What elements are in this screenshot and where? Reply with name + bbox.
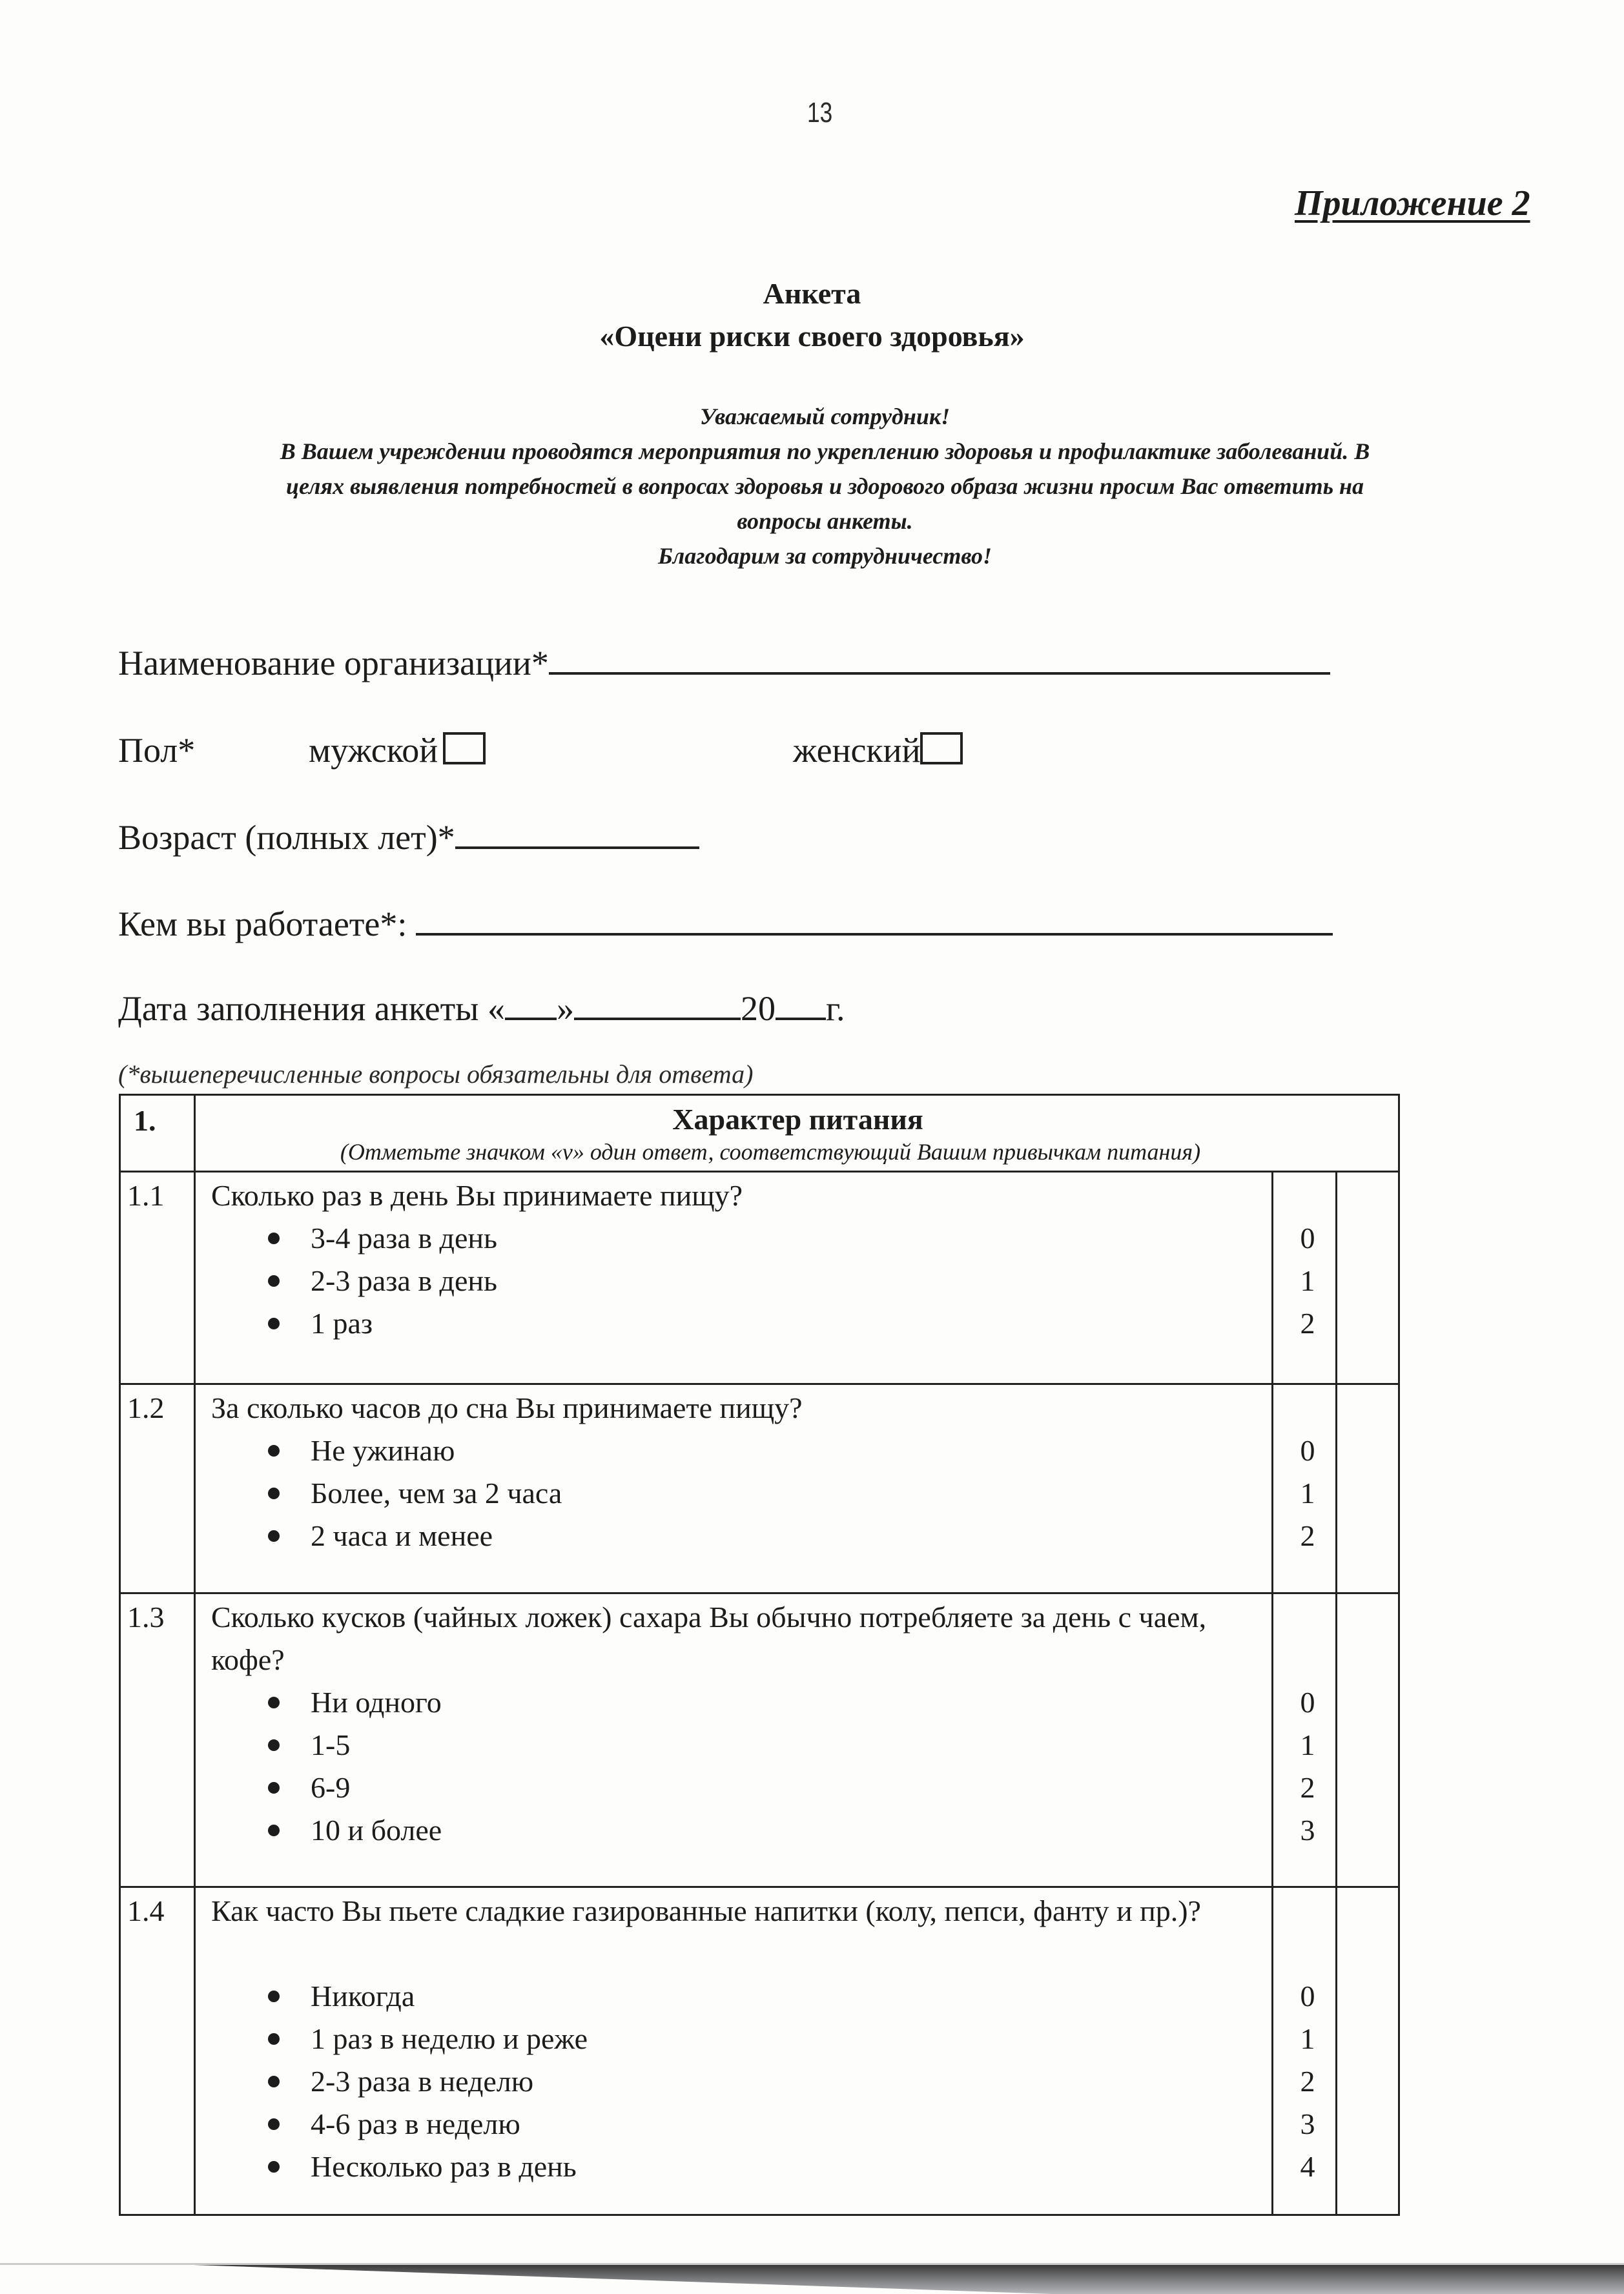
bullet-icon <box>268 1530 280 1542</box>
date-suffix: г. <box>825 989 845 1028</box>
option-scores <box>1288 1975 1327 2188</box>
answer-options <box>268 1975 588 2188</box>
section-number: 1. <box>134 1104 156 1137</box>
score-value: 3 <box>1300 2107 1315 2140</box>
score-value: 1 <box>1300 2022 1315 2055</box>
row-divider <box>121 1592 1398 1594</box>
answer-option[interactable]: 2-3 раза в день <box>268 1260 497 1302</box>
answer-option[interactable]: 2-3 раза в неделю <box>268 2060 588 2103</box>
date-field <box>118 988 845 1029</box>
bullet-icon <box>268 1318 280 1329</box>
date-label: Дата заполнения анкеты « <box>118 989 505 1028</box>
answer-option[interactable]: 3-4 раза в день <box>268 1217 497 1260</box>
answer-mark-cell[interactable] <box>1337 1594 1400 1886</box>
row-divider <box>121 1171 1398 1173</box>
answer-options <box>268 1681 442 1852</box>
answer-option[interactable]: Несколько раз в день <box>268 2146 588 2188</box>
section-title: Характер питания <box>672 1103 923 1136</box>
bullet-icon <box>268 1825 280 1836</box>
option-scores <box>1288 1429 1327 1557</box>
question-text: Сколько раз в день Вы принимаете пищу? <box>211 1179 743 1212</box>
answer-options <box>268 1217 497 1345</box>
option-scores <box>1288 1681 1327 1852</box>
answer-options <box>268 1429 562 1557</box>
age-input-line[interactable] <box>455 846 699 849</box>
answer-mark-cell[interactable] <box>1337 1888 1400 2216</box>
question-number: 1.1 <box>127 1179 165 1212</box>
bullet-icon <box>268 1739 280 1751</box>
question-number: 1.3 <box>127 1601 165 1633</box>
score-value: 2 <box>1300 1519 1315 1552</box>
score-value: 2 <box>1300 2065 1315 2098</box>
score-value: 0 <box>1300 1434 1315 1467</box>
date-year-prefix: 20 <box>740 989 776 1028</box>
answer-option[interactable]: 4-6 раз в неделю <box>268 2103 588 2146</box>
gender-label: Пол* <box>118 731 196 770</box>
answer-option[interactable]: Не ужинаю <box>268 1429 562 1472</box>
bullet-icon <box>268 1488 280 1499</box>
score-value: 2 <box>1300 1771 1315 1804</box>
answer-option[interactable]: 2 часа и менее <box>268 1515 562 1557</box>
required-footnote: (*вышеперечисленные вопросы обязательны для ответа) <box>118 1060 754 1089</box>
question-text: Как часто Вы пьете сладкие газированные напитки (колу, пепси, фанту и пр.)? <box>211 1894 1201 1927</box>
option-scores <box>1288 1217 1327 1345</box>
bullet-icon <box>268 2118 280 2130</box>
bullet-icon <box>268 1697 280 1708</box>
score-column-divider <box>1271 1171 1273 2216</box>
organization-label: Наименование организации* <box>118 644 549 682</box>
page-number: 13 <box>807 97 833 128</box>
age-label: Возраст (полных лет)* <box>118 818 455 857</box>
bullet-icon <box>268 1991 280 2002</box>
row-divider <box>121 1886 1398 1888</box>
intro-greeting: Уважаемый сотрудник! <box>699 404 951 429</box>
answer-option[interactable]: 1 раз в неделю и реже <box>268 2018 588 2060</box>
bullet-icon <box>268 1233 280 1244</box>
score-value: 1 <box>1300 1728 1315 1761</box>
answer-option[interactable]: 1 раз <box>268 1302 497 1345</box>
score-value: 1 <box>1300 1264 1315 1297</box>
intro-line: В Вашем учреждении проводятся мероприятия по укреплению здоровья и профилактике заболеваний. В <box>280 438 1370 464</box>
intro-paragraph <box>123 399 1527 573</box>
bullet-icon <box>268 1782 280 1794</box>
answer-mark-cell[interactable] <box>1337 1173 1400 1383</box>
date-close-quote: » <box>556 989 574 1028</box>
score-value: 0 <box>1300 1686 1315 1719</box>
gender-option-female <box>793 730 963 770</box>
gender-field <box>118 730 195 770</box>
gender-female-checkbox[interactable] <box>920 732 963 764</box>
score-value: 4 <box>1300 2150 1315 2183</box>
intro-thanks: Благодарим за сотрудничество! <box>657 543 992 569</box>
document-subtitle: «Оцени риски своего здоровья» <box>599 320 1025 353</box>
date-day-input-line[interactable] <box>505 1018 557 1020</box>
organization-field <box>118 643 1330 683</box>
column-divider <box>194 1096 196 2216</box>
answer-option[interactable]: 1-5 <box>268 1724 442 1767</box>
answer-option[interactable]: 6-9 <box>268 1767 442 1809</box>
answer-option[interactable]: Никогда <box>268 1975 588 2018</box>
bullet-icon <box>268 2076 280 2087</box>
answer-option[interactable]: Более, чем за 2 часа <box>268 1472 562 1515</box>
date-year-input-line[interactable] <box>776 1018 826 1020</box>
bullet-icon <box>268 2161 280 2173</box>
bullet-icon <box>268 1275 280 1287</box>
gender-female-label: женский <box>793 731 921 770</box>
bullet-icon <box>268 2033 280 2045</box>
bullet-icon <box>268 1445 280 1457</box>
score-value: 0 <box>1300 1222 1315 1255</box>
date-month-input-line[interactable] <box>574 1018 741 1020</box>
age-field <box>118 817 699 857</box>
scan-edge-line <box>0 2263 1624 2265</box>
score-value: 1 <box>1300 1477 1315 1510</box>
question-number: 1.4 <box>127 1894 165 1927</box>
row-divider <box>121 1383 1398 1385</box>
score-value: 2 <box>1300 1307 1315 1340</box>
scan-edge-shadow <box>194 2265 1624 2294</box>
gender-male-label: мужской <box>309 731 438 770</box>
gender-male-checkbox[interactable] <box>443 732 486 764</box>
organization-input-line[interactable] <box>549 672 1330 675</box>
question-number: 1.2 <box>127 1391 165 1424</box>
score-value: 0 <box>1300 1980 1315 2012</box>
intro-line: целях выявления потребностей в вопросах здоровья и здорового образа жизни просим Вас ответить на <box>285 473 1364 499</box>
occupation-input-line[interactable] <box>416 933 1333 936</box>
question-text: За сколько часов до сна Вы принимаете пищу? <box>211 1391 803 1424</box>
answer-mark-cell[interactable] <box>1337 1385 1400 1592</box>
document-title: Анкета <box>763 277 861 310</box>
answer-option[interactable]: 10 и более <box>268 1809 442 1852</box>
intro-line: вопросы анкеты. <box>737 508 913 534</box>
occupation-field <box>118 904 1333 944</box>
gender-option-male <box>309 730 486 770</box>
appendix-label: Приложение 2 <box>1295 183 1530 223</box>
answer-option[interactable]: Ни одного <box>268 1681 442 1724</box>
question-text: Сколько кусков (чайных ложек) сахара Вы обычно потребляете за день с чаем, кофе? <box>211 1601 1207 1676</box>
occupation-label: Кем вы работаете*: <box>118 905 407 943</box>
nutrition-questionnaire-table <box>119 1094 1400 2216</box>
score-value: 3 <box>1300 1814 1315 1847</box>
section-instructions: (Отметьте значком «v» один ответ, соответствующий Вашим привычкам питания) <box>340 1139 1201 1165</box>
